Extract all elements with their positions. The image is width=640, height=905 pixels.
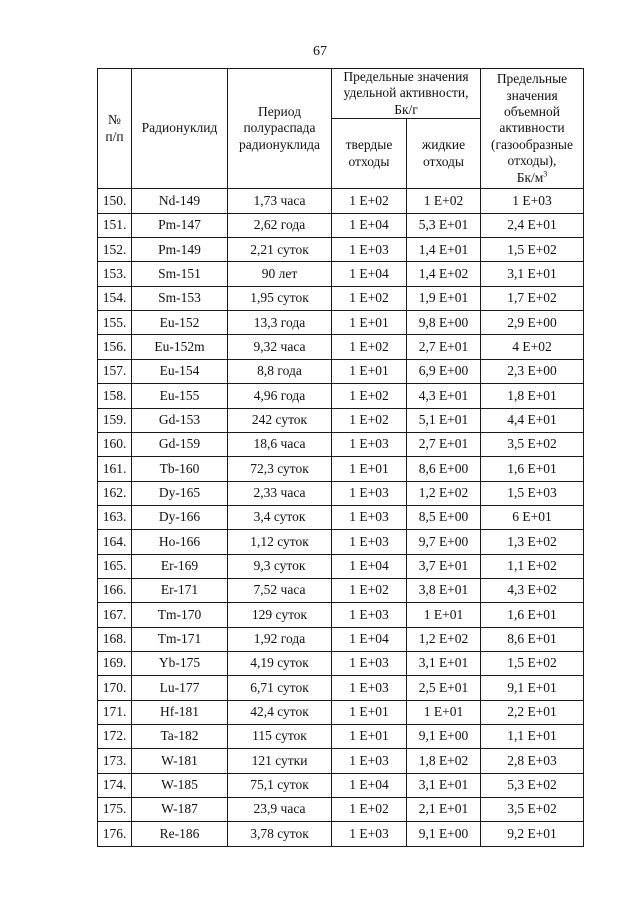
cell-period: 1,73 часа (228, 189, 332, 213)
cell-solid: 1 E+01 (332, 359, 407, 383)
cell-solid: 1 E+01 (332, 724, 407, 748)
cell-liquid: 3,1 E+01 (407, 773, 481, 797)
cell-gas: 2,8 E+03 (481, 749, 584, 773)
cell-liquid: 1 E+01 (407, 603, 481, 627)
cell-liquid: 4,3 E+01 (407, 384, 481, 408)
cell-period: 242 суток (228, 408, 332, 432)
cell-period: 7,52 часа (228, 578, 332, 602)
cell-period: 6,71 суток (228, 676, 332, 700)
cell-period: 129 суток (228, 603, 332, 627)
page-number: 67 (313, 44, 327, 59)
cell-solid: 1 E+02 (332, 384, 407, 408)
cell-num: 153. (98, 262, 132, 286)
cell-gas: 1,7 E+02 (481, 286, 584, 310)
cell-gas: 1,6 E+01 (481, 457, 584, 481)
table-row (98, 749, 584, 773)
cell-liquid: 9,1 E+00 (407, 822, 481, 846)
cell-solid: 1 E+03 (332, 432, 407, 456)
cell-period: 42,4 суток (228, 700, 332, 724)
cell-solid: 1 E+03 (332, 481, 407, 505)
cell-period: 90 лет (228, 262, 332, 286)
cell-num: 151. (98, 213, 132, 237)
cell-liquid: 3,1 E+01 (407, 651, 481, 675)
cell-liquid: 1,8 E+02 (407, 749, 481, 773)
cell-num: 171. (98, 700, 132, 724)
cell-nuclide: Tm-171 (132, 627, 228, 651)
cell-liquid: 1 E+01 (407, 700, 481, 724)
cell-num: 174. (98, 773, 132, 797)
cell-gas: 9,1 E+01 (481, 676, 584, 700)
cell-liquid: 5,1 E+01 (407, 408, 481, 432)
cell-num: 172. (98, 724, 132, 748)
cell-gas: 3,5 E+02 (481, 432, 584, 456)
cell-nuclide: Lu-177 (132, 676, 228, 700)
table-row (98, 651, 584, 675)
cell-gas: 8,6 E+01 (481, 627, 584, 651)
cell-liquid: 1,4 E+02 (407, 262, 481, 286)
cell-solid: 1 E+01 (332, 700, 407, 724)
cell-liquid: 1,9 E+01 (407, 286, 481, 310)
cell-liquid: 5,3 E+01 (407, 213, 481, 237)
cell-liquid: 8,5 E+00 (407, 505, 481, 529)
table-row (98, 700, 584, 724)
table-row (98, 432, 584, 456)
table-row (98, 822, 584, 846)
cell-period: 115 суток (228, 724, 332, 748)
cell-period: 3,4 суток (228, 505, 332, 529)
cell-gas: 1,8 E+01 (481, 384, 584, 408)
cell-gas: 1,5 E+03 (481, 481, 584, 505)
cell-gas: 2,2 E+01 (481, 700, 584, 724)
cell-solid: 1 E+03 (332, 238, 407, 262)
cell-solid: 1 E+02 (332, 578, 407, 602)
cell-period: 2,62 года (228, 213, 332, 237)
cell-nuclide: Gd-159 (132, 432, 228, 456)
cell-gas: 1,6 E+01 (481, 603, 584, 627)
cell-num: 173. (98, 749, 132, 773)
table-row (98, 530, 584, 554)
cell-solid: 1 E+04 (332, 213, 407, 237)
table-row (98, 676, 584, 700)
cell-solid: 1 E+02 (332, 189, 407, 213)
cell-num: 154. (98, 286, 132, 310)
cell-gas: 1,1 E+01 (481, 724, 584, 748)
cell-gas: 3,5 E+02 (481, 798, 584, 822)
cell-nuclide: Re-186 (132, 822, 228, 846)
table-row (98, 773, 584, 797)
cell-liquid: 8,6 E+00 (407, 457, 481, 481)
cell-num: 166. (98, 578, 132, 602)
cell-solid: 1 E+03 (332, 676, 407, 700)
cell-liquid: 2,1 E+01 (407, 798, 481, 822)
cell-gas: 2,9 E+00 (481, 311, 584, 335)
cell-nuclide: Ho-166 (132, 530, 228, 554)
cell-liquid: 3,7 E+01 (407, 554, 481, 578)
table-row (98, 286, 584, 310)
table-row (98, 238, 584, 262)
cell-nuclide: Tm-170 (132, 603, 228, 627)
table-row (98, 457, 584, 481)
cell-liquid: 9,1 E+00 (407, 724, 481, 748)
cell-solid: 1 E+04 (332, 262, 407, 286)
table-row (98, 603, 584, 627)
cell-nuclide: Dy-166 (132, 505, 228, 529)
cell-period: 72,3 суток (228, 457, 332, 481)
cell-num: 155. (98, 311, 132, 335)
cell-solid: 1 E+03 (332, 822, 407, 846)
cell-period: 4,96 года (228, 384, 332, 408)
cell-liquid: 2,7 E+01 (407, 432, 481, 456)
cell-num: 162. (98, 481, 132, 505)
header-volume-activity: Предельные значения объемной активности (газообразные отходы), $Бк/м^3$ (481, 69, 584, 189)
cell-nuclide: W-181 (132, 749, 228, 773)
cell-liquid: 9,7 E+00 (407, 530, 481, 554)
cell-solid: 1 E+03 (332, 505, 407, 529)
cell-nuclide: Sm-153 (132, 286, 228, 310)
cell-solid: 1 E+01 (332, 311, 407, 335)
cell-num: 160. (98, 432, 132, 456)
cell-period: 75,1 суток (228, 773, 332, 797)
cell-liquid: 1,4 E+01 (407, 238, 481, 262)
cell-period: 3,78 суток (228, 822, 332, 846)
cell-num: 159. (98, 408, 132, 432)
cell-gas: 4,3 E+02 (481, 578, 584, 602)
cell-gas: 1,1 E+02 (481, 554, 584, 578)
cell-liquid: 3,8 E+01 (407, 578, 481, 602)
cell-nuclide: Tb-160 (132, 457, 228, 481)
cell-period: 13,3 года (228, 311, 332, 335)
header-liquid: жидкие отходы (407, 119, 481, 189)
header-nuclide: Радионуклид (132, 69, 228, 189)
cell-num: 165. (98, 554, 132, 578)
cell-period: 4,19 суток (228, 651, 332, 675)
radionuclide-table (97, 68, 584, 847)
cell-gas: 5,3 E+02 (481, 773, 584, 797)
table-row (98, 798, 584, 822)
cell-gas: 4,4 E+01 (481, 408, 584, 432)
cell-solid: 1 E+03 (332, 603, 407, 627)
cell-num: 152. (98, 238, 132, 262)
header-period: Период полураспада радионуклида (228, 69, 332, 189)
table-row (98, 505, 584, 529)
cell-period: 1,95 суток (228, 286, 332, 310)
cell-liquid: 2,5 E+01 (407, 676, 481, 700)
cell-num: 170. (98, 676, 132, 700)
cell-nuclide: Pm-149 (132, 238, 228, 262)
cell-gas: 1 E+03 (481, 189, 584, 213)
table-body (98, 189, 584, 846)
cell-nuclide: Yb-175 (132, 651, 228, 675)
cell-nuclide: Eu-154 (132, 359, 228, 383)
cell-nuclide: Eu-152m (132, 335, 228, 359)
cell-liquid: 1,2 E+02 (407, 627, 481, 651)
cell-gas: 6 E+01 (481, 505, 584, 529)
cell-nuclide: Er-169 (132, 554, 228, 578)
cell-gas: 1,5 E+02 (481, 238, 584, 262)
cell-liquid: 9,8 E+00 (407, 311, 481, 335)
header-volume-sup: 3 (543, 169, 548, 179)
header-specific-activity: Предельные значения удельной активности, Бк/г (332, 69, 481, 119)
cell-num: 175. (98, 798, 132, 822)
cell-solid: 1 E+04 (332, 773, 407, 797)
table-row (98, 189, 584, 213)
cell-period: 23,9 часа (228, 798, 332, 822)
cell-nuclide: Hf-181 (132, 700, 228, 724)
cell-liquid: 1,2 E+02 (407, 481, 481, 505)
cell-solid: 1 E+03 (332, 530, 407, 554)
table-row (98, 213, 584, 237)
table-row (98, 627, 584, 651)
table-row (98, 481, 584, 505)
cell-period: 1,92 года (228, 627, 332, 651)
cell-gas: 2,3 E+00 (481, 359, 584, 383)
cell-period: 9,3 суток (228, 554, 332, 578)
cell-solid: 1 E+04 (332, 554, 407, 578)
cell-num: 158. (98, 384, 132, 408)
cell-num: 168. (98, 627, 132, 651)
cell-period: 121 сутки (228, 749, 332, 773)
cell-gas: 4 E+02 (481, 335, 584, 359)
table-row (98, 384, 584, 408)
table-row (98, 554, 584, 578)
cell-nuclide: Ta-182 (132, 724, 228, 748)
cell-gas: 3,1 E+01 (481, 262, 584, 286)
cell-period: 9,32 часа (228, 335, 332, 359)
cell-solid: 1 E+03 (332, 651, 407, 675)
cell-nuclide: Eu-155 (132, 384, 228, 408)
cell-nuclide: Eu-152 (132, 311, 228, 335)
cell-solid: 1 E+04 (332, 627, 407, 651)
cell-gas: 1,5 E+02 (481, 651, 584, 675)
cell-solid: 1 E+02 (332, 286, 407, 310)
cell-gas: 1,3 E+02 (481, 530, 584, 554)
cell-liquid: 1 E+02 (407, 189, 481, 213)
cell-gas: 9,2 E+01 (481, 822, 584, 846)
cell-nuclide: Sm-151 (132, 262, 228, 286)
cell-solid: 1 E+02 (332, 335, 407, 359)
cell-solid: 1 E+01 (332, 457, 407, 481)
table-row (98, 408, 584, 432)
cell-nuclide: Pm-147 (132, 213, 228, 237)
cell-num: 150. (98, 189, 132, 213)
header-num: № п/п (98, 69, 132, 189)
cell-period: 1,12 суток (228, 530, 332, 554)
cell-gas: 2,4 E+01 (481, 213, 584, 237)
cell-nuclide: W-187 (132, 798, 228, 822)
table-row (98, 335, 584, 359)
cell-solid: 1 E+02 (332, 798, 407, 822)
cell-nuclide: Dy-165 (132, 481, 228, 505)
header-solid: твердые отходы (332, 119, 407, 189)
cell-liquid: 6,9 E+00 (407, 359, 481, 383)
cell-num: 167. (98, 603, 132, 627)
cell-nuclide: Er-171 (132, 578, 228, 602)
table-row (98, 262, 584, 286)
table-row (98, 578, 584, 602)
cell-period: 8,8 года (228, 359, 332, 383)
table-row (98, 359, 584, 383)
cell-period: 2,33 часа (228, 481, 332, 505)
cell-num: 169. (98, 651, 132, 675)
cell-num: 163. (98, 505, 132, 529)
table-row (98, 311, 584, 335)
cell-num: 176. (98, 822, 132, 846)
cell-solid: 1 E+03 (332, 749, 407, 773)
cell-num: 156. (98, 335, 132, 359)
cell-liquid: 2,7 E+01 (407, 335, 481, 359)
cell-solid: 1 E+02 (332, 408, 407, 432)
table-row (98, 724, 584, 748)
cell-nuclide: W-185 (132, 773, 228, 797)
cell-period: 2,21 суток (228, 238, 332, 262)
cell-nuclide: Gd-153 (132, 408, 228, 432)
cell-num: 161. (98, 457, 132, 481)
cell-num: 157. (98, 359, 132, 383)
cell-period: 18,6 часа (228, 432, 332, 456)
cell-nuclide: Nd-149 (132, 189, 228, 213)
cell-num: 164. (98, 530, 132, 554)
